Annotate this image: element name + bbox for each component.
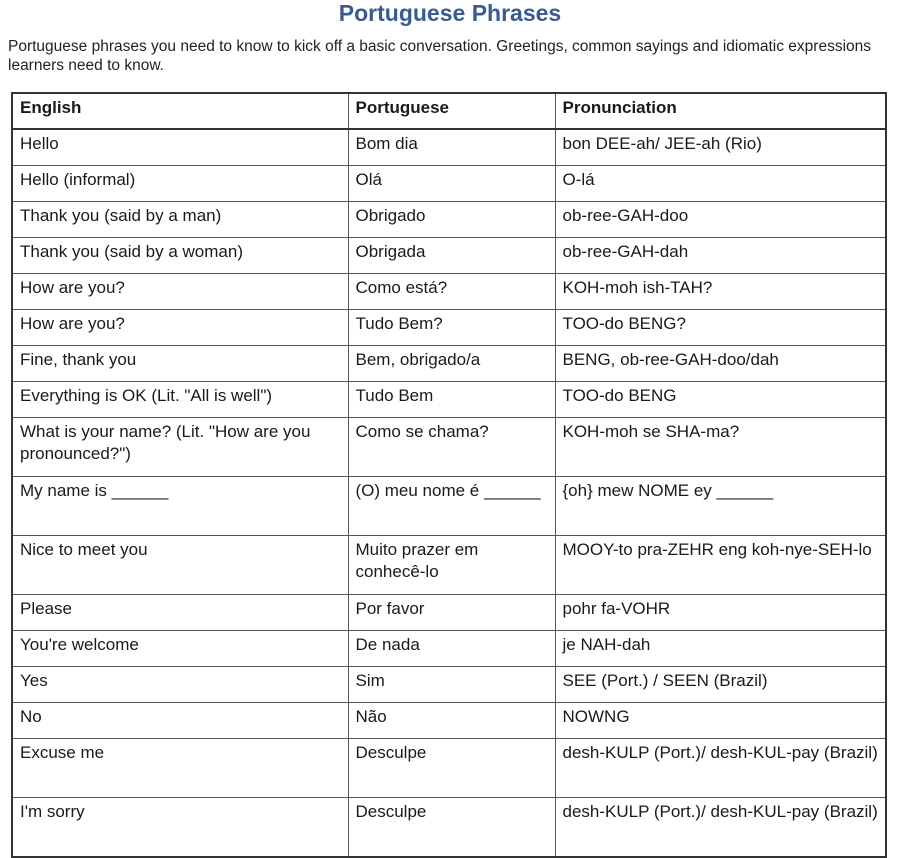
table-row	[12, 346, 886, 382]
header-english: English	[12, 93, 348, 129]
cell-pronunciation: O-lá	[555, 166, 886, 202]
cell-portuguese: Olá	[348, 166, 555, 202]
page-title: Portuguese Phrases	[338, 0, 562, 26]
cell-english: Hello (informal)	[12, 166, 348, 202]
table-row	[12, 202, 886, 238]
table-row	[12, 274, 886, 310]
cell-pronunciation: pohr fa-VOHR	[555, 595, 886, 631]
table-row	[12, 166, 886, 202]
cell-english: I'm sorry	[12, 798, 348, 858]
cell-english: Excuse me	[12, 739, 348, 798]
cell-pronunciation: KOH-moh se SHA-ma?	[555, 418, 886, 477]
cell-english: Everything is OK (Lit. "All is well")	[12, 382, 348, 418]
cell-english: Nice to meet you	[12, 536, 348, 595]
cell-english: What is your name? (Lit. "How are you pronounced?")	[12, 418, 348, 477]
cell-portuguese: Não	[348, 703, 555, 739]
cell-pronunciation: {oh} mew NOME ey ______	[555, 477, 886, 536]
table-row	[12, 536, 886, 595]
table-row	[12, 418, 886, 477]
cell-pronunciation: je NAH-dah	[555, 631, 886, 667]
cell-portuguese: De nada	[348, 631, 555, 667]
table-row	[12, 382, 886, 418]
cell-portuguese: Obrigada	[348, 238, 555, 274]
cell-portuguese: Como se chama?	[348, 418, 555, 477]
cell-english: My name is ______	[12, 477, 348, 536]
cell-portuguese: Por favor	[348, 595, 555, 631]
cell-portuguese: Bem, obrigado/a	[348, 346, 555, 382]
cell-english: Thank you (said by a woman)	[12, 238, 348, 274]
table-row	[12, 798, 886, 858]
table-row	[12, 667, 886, 703]
cell-pronunciation: ob-ree-GAH-dah	[555, 238, 886, 274]
table-row	[12, 739, 886, 798]
header-pronunciation: Pronunciation	[555, 93, 886, 129]
cell-english: Hello	[12, 129, 348, 166]
cell-pronunciation: desh-KULP (Port.)/ desh-KUL-pay (Brazil)	[555, 739, 886, 798]
cell-english: Please	[12, 595, 348, 631]
table-header-row	[12, 93, 886, 129]
table-row	[12, 631, 886, 667]
cell-english: Thank you (said by a man)	[12, 202, 348, 238]
table-row	[12, 129, 886, 166]
cell-pronunciation: MOOY-to pra-ZEHR eng koh-nye-SEH-lo	[555, 536, 886, 595]
cell-pronunciation: TOO-do BENG?	[555, 310, 886, 346]
header-portuguese: Portuguese	[348, 93, 555, 129]
cell-english: No	[12, 703, 348, 739]
cell-portuguese: Tudo Bem	[348, 382, 555, 418]
cell-portuguese: Desculpe	[348, 798, 555, 858]
cell-portuguese: Obrigado	[348, 202, 555, 238]
phrases-table	[11, 92, 887, 858]
cell-pronunciation: desh-KULP (Port.)/ desh-KUL-pay (Brazil)	[555, 798, 886, 858]
cell-portuguese: Como está?	[348, 274, 555, 310]
cell-portuguese: Desculpe	[348, 739, 555, 798]
cell-english: You're welcome	[12, 631, 348, 667]
cell-english: How are you?	[12, 274, 348, 310]
cell-pronunciation: KOH-moh ish-TAH?	[555, 274, 886, 310]
cell-pronunciation: ob-ree-GAH-doo	[555, 202, 886, 238]
cell-english: Yes	[12, 667, 348, 703]
cell-pronunciation: TOO-do BENG	[555, 382, 886, 418]
table-row	[12, 310, 886, 346]
cell-portuguese: Muito prazer em conhecê-lo	[348, 536, 555, 595]
cell-pronunciation: NOWNG	[555, 703, 886, 739]
table-row	[12, 595, 886, 631]
table-row	[12, 477, 886, 536]
table-row	[12, 238, 886, 274]
cell-portuguese: Bom dia	[348, 129, 555, 166]
intro-text: Portuguese phrases you need to know to kick off a basic conversation. Greetings, common sayings and idiomatic expressions learners need to know.	[8, 38, 872, 74]
cell-pronunciation: bon DEE-ah/ JEE-ah (Rio)	[555, 129, 886, 166]
cell-english: Fine, thank you	[12, 346, 348, 382]
cell-portuguese: (O) meu nome é ______	[348, 477, 555, 536]
table-row	[12, 703, 886, 739]
cell-pronunciation: SEE (Port.) / SEEN (Brazil)	[555, 667, 886, 703]
cell-portuguese: Tudo Bem?	[348, 310, 555, 346]
cell-pronunciation: BENG, ob-ree-GAH-doo/dah	[555, 346, 886, 382]
cell-english: How are you?	[12, 310, 348, 346]
cell-portuguese: Sim	[348, 667, 555, 703]
